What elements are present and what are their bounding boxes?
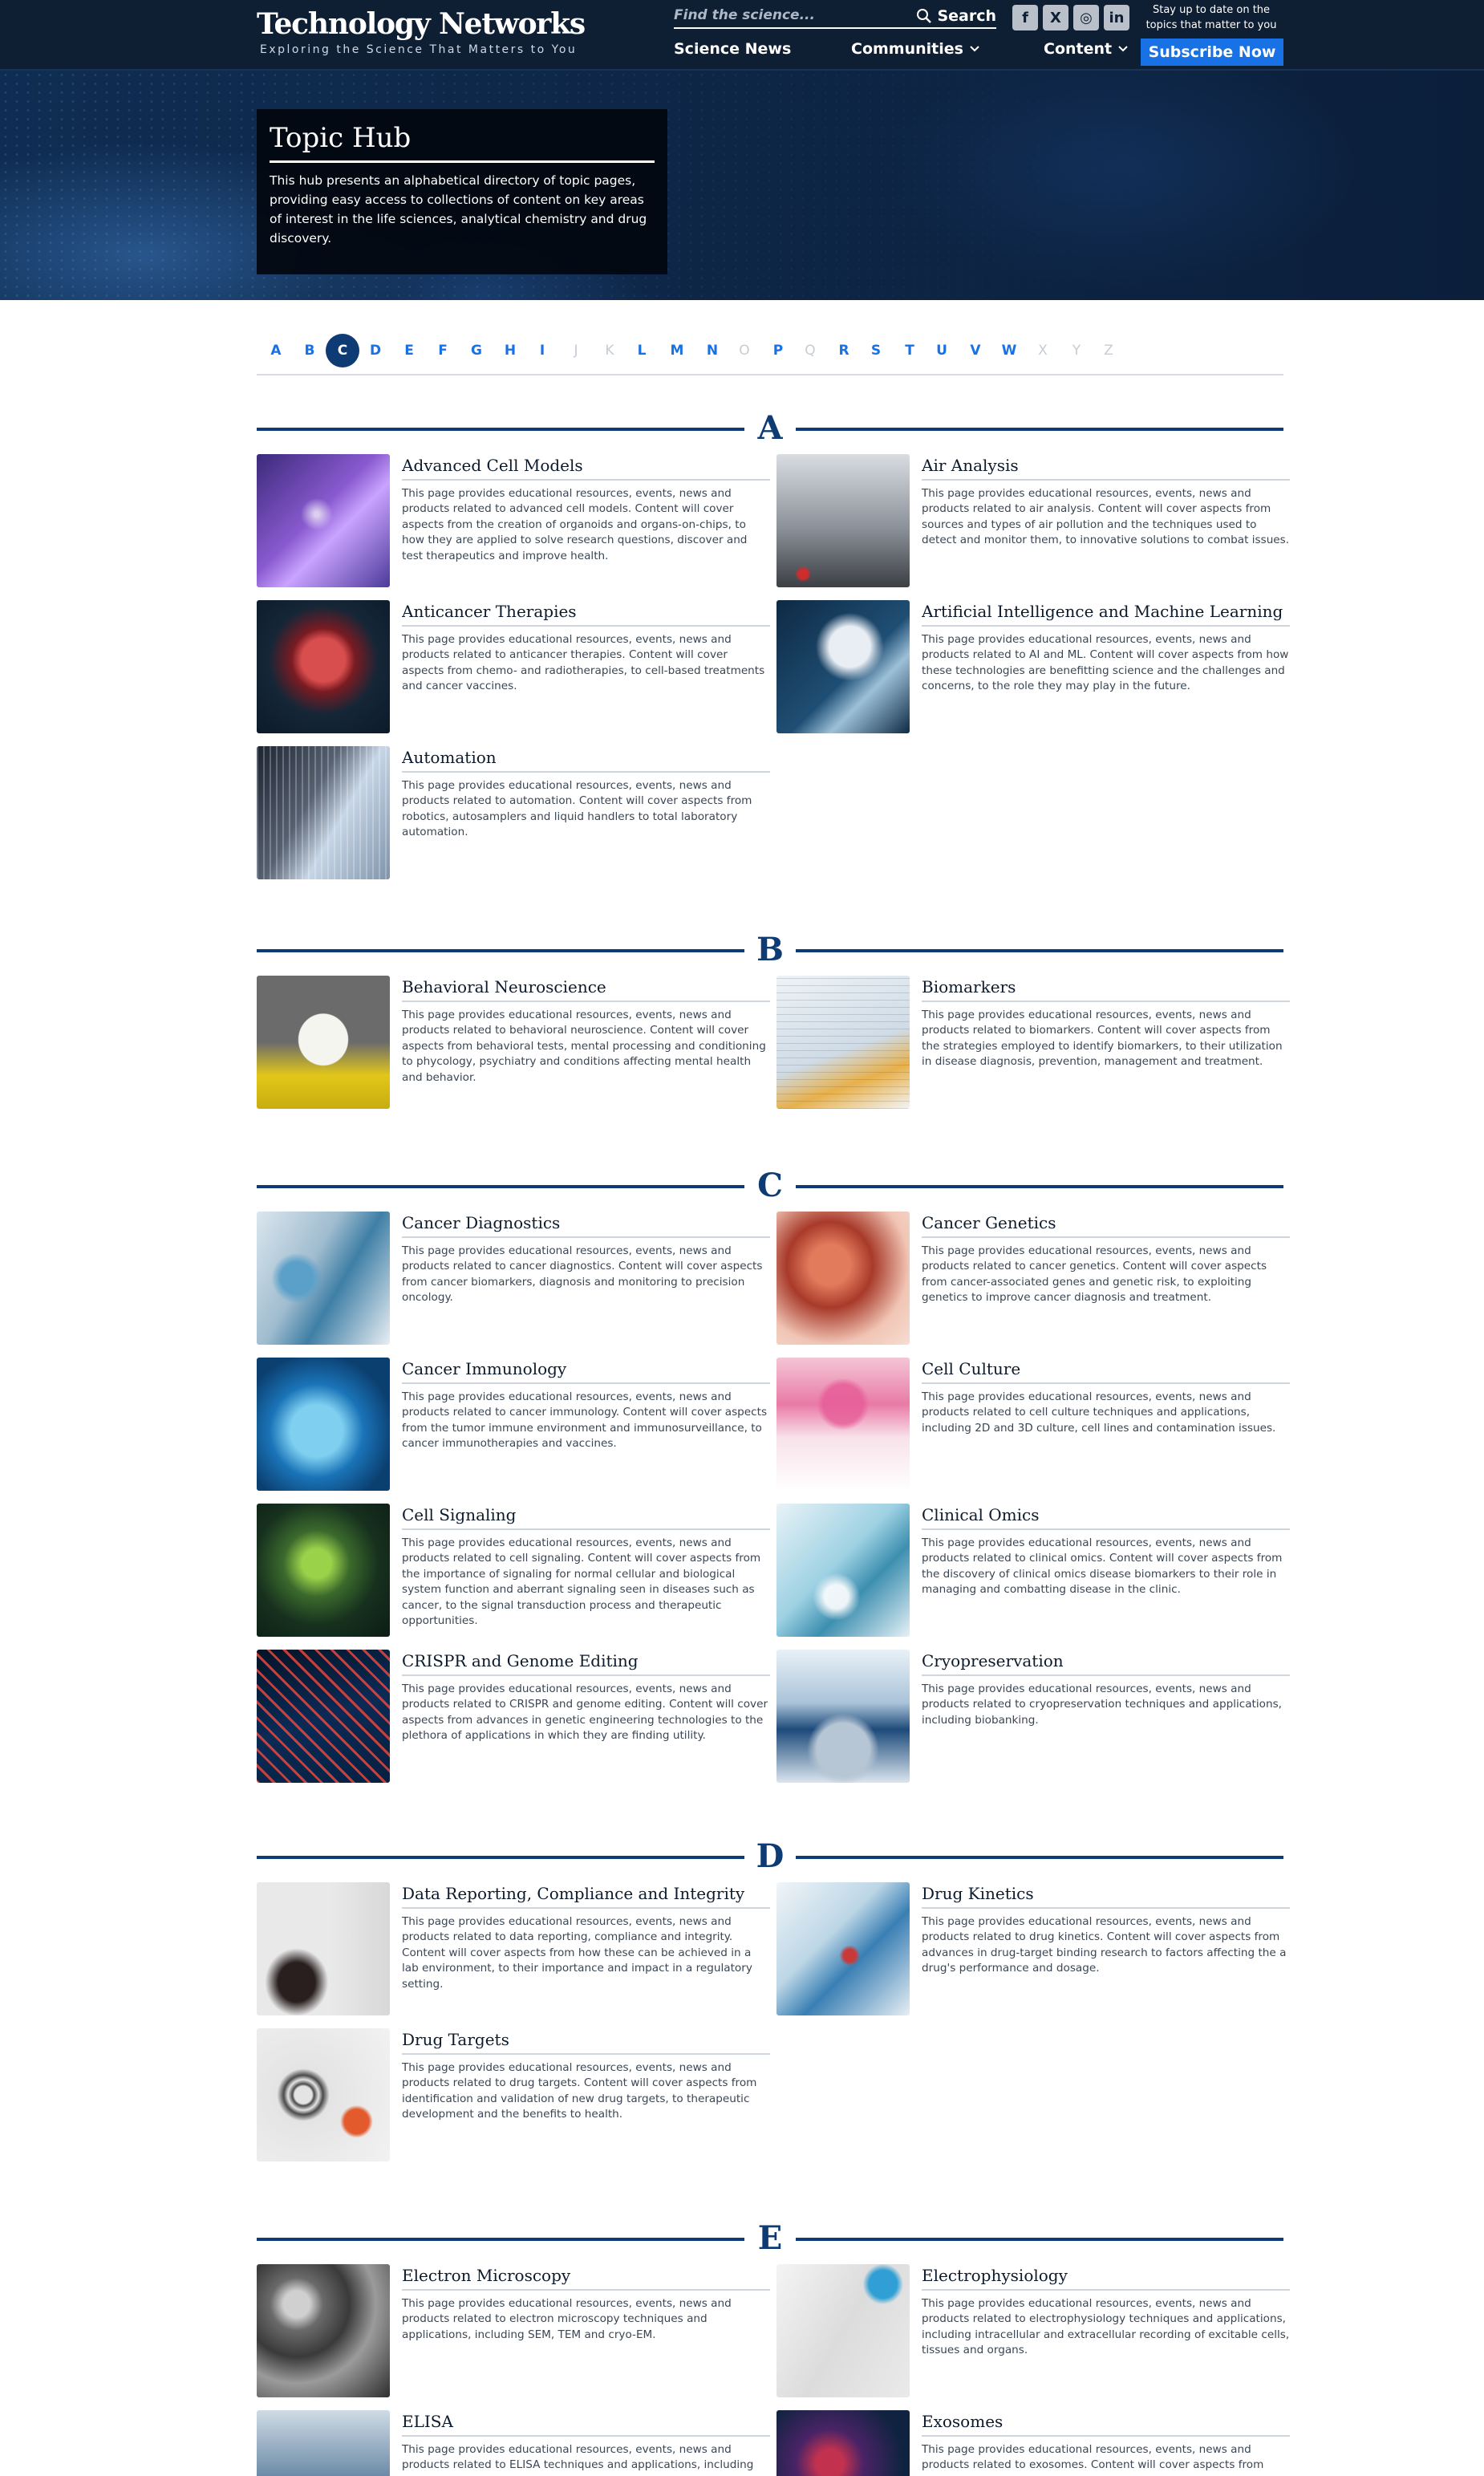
topic-title[interactable]: Cancer Diagnostics [402,1213,770,1238]
topic-card[interactable] [776,976,1290,1110]
alphabet-letter-x: X [1038,343,1048,359]
topic-card[interactable] [257,1882,770,2017]
search-button[interactable] [916,5,996,27]
alphabet-letter-u[interactable]: U [936,343,947,359]
alphabet-letter-w[interactable]: W [1001,343,1017,359]
section-letter: B [756,931,784,968]
section-divider [796,949,1283,952]
alphabet-letter-n[interactable]: N [706,343,719,359]
topic-card[interactable] [776,600,1290,735]
section-letter: A [757,409,783,447]
topic-card[interactable] [257,2264,770,2399]
topic-card[interactable] [776,2264,1290,2399]
alphabet-letter-c[interactable]: C [326,334,359,367]
topic-title[interactable]: Electrophysiology [922,2266,1290,2291]
nav-communities-label: Communities [851,40,963,58]
topic-description: This page provides educational resources, events, news and products related to CRISPR and genome editing. Content will cover aspects from advances in genetic engineering technologies to the plethora of applications in which they are finding utility. [402,1682,768,1743]
topic-description: This page provides educational resources, events, news and products related to cell signaling. Content will cover aspects from the importance of signaling for normal cellular and biological system function and aberrant signaling seen in diseases such as cancer, to the signal transduction process and therapeutic opportunities. [402,1536,761,1628]
alphabet-letter-t[interactable]: T [905,343,914,359]
topic-title[interactable]: Behavioral Neuroscience [402,977,770,1002]
topic-title[interactable]: ELISA [402,2412,770,2437]
nav-content-label: Content [1044,40,1113,58]
nav-science-news[interactable] [674,40,791,58]
nav-science-news-label: Science News [674,40,792,58]
chevron-down-icon [970,46,979,52]
topic-thumbnail[interactable] [776,1212,910,1345]
alphabet-letter-j: J [574,343,578,359]
topic-title[interactable]: Cancer Immunology [402,1359,770,1384]
section-header-d [257,1837,1283,1876]
social-links [1012,5,1129,30]
topic-title[interactable]: Anticancer Therapies [402,602,770,627]
page-title: Topic Hub [270,122,655,163]
alphabet-letter-r[interactable]: R [838,343,849,359]
topic-thumbnail[interactable] [257,1358,390,1491]
topic-title[interactable]: Drug Targets [402,2030,770,2055]
topic-thumbnail[interactable] [257,2264,390,2397]
search-label: Search [937,7,996,25]
topic-description: This page provides educational resources, events, news and products related to cell culture techniques and applications, including 2D and 3D culture, cell lines and contamination issues. [922,1390,1276,1435]
instagram-icon[interactable]: ◎ [1073,5,1099,30]
alphabet-letter-f[interactable]: F [438,343,448,359]
topic-card[interactable] [776,454,1290,589]
topic-description: This page provides educational resources, events, news and products related to electrophysiology techniques and applications, including intracellular and extracellular recording of excitable cells, tissues and organs. [922,2297,1290,2357]
search-bar [674,3,996,29]
section-letter: E [757,2219,783,2257]
hero-banner [0,71,1484,300]
site-header [0,0,1484,71]
topic-thumbnail[interactable] [776,1358,910,1491]
section-divider [796,428,1283,431]
topic-title[interactable]: Electron Microscopy [402,2266,770,2291]
section-header-b [257,931,1283,969]
page-description: This hub presents an alphabetical directory of topic pages, providing easy access to collections of content on key areas of interest in the life sciences, analytical chemistry and drug discovery. [270,173,647,246]
topic-thumbnail[interactable] [776,1504,910,1637]
section-header-e [257,2219,1283,2258]
subscribe-button[interactable]: Subscribe Now [1141,39,1283,66]
logo-title: Technology Networks [257,7,585,41]
topic-thumbnail[interactable] [257,600,390,733]
alphabet-letter-k: K [605,343,614,359]
topic-thumbnail[interactable] [776,454,910,587]
topic-card[interactable] [257,2028,770,2163]
topic-hub-intro [257,109,667,274]
topic-thumbnail[interactable] [776,1650,910,1783]
topic-title[interactable]: Cell Culture [922,1359,1290,1384]
topic-description: This page provides educational resources, events, news and products related to automation. Content will cover aspects from robotics, autosamplers and liquid handlers to total laboratory automation. [402,779,752,839]
topic-description: This page provides educational resources, events, news and products related to drug kinetics. Content will cover aspects from advances in drug-target binding research to factors affecting the a drug's performance and dosage. [922,1915,1287,1975]
topic-thumbnail[interactable] [776,976,910,1109]
topic-thumbnail[interactable] [257,2410,390,2476]
topic-title[interactable]: Artificial Intelligence and Machine Learning [922,602,1290,627]
alphabet-letter-l[interactable]: L [637,343,647,359]
topic-title[interactable]: Advanced Cell Models [402,456,770,481]
topic-title[interactable]: Cancer Genetics [922,1213,1290,1238]
linkedin-icon[interactable]: in [1104,5,1129,30]
topic-card[interactable] [776,1504,1290,1638]
x-icon[interactable]: X [1043,5,1068,30]
topic-card[interactable] [257,1650,770,1784]
topic-thumbnail[interactable] [257,976,390,1109]
topic-title[interactable]: Data Reporting, Compliance and Integrity [402,1884,770,1909]
topic-thumbnail[interactable] [257,746,390,879]
facebook-icon[interactable]: f [1012,5,1038,30]
topic-description: This page provides educational resources, events, news and products related to cancer diagnostics. Content will cover aspects from cancer biomarkers, diagnosis and monitoring to precision oncology. [402,1244,763,1305]
alphabet-letter-q: Q [805,343,816,359]
topic-thumbnail[interactable] [257,1212,390,1345]
alphabet-letter-h[interactable]: H [504,343,517,359]
alphabet-letter-s[interactable]: S [870,343,882,359]
section-divider [257,428,744,431]
section-divider [257,949,744,952]
search-icon [916,8,932,24]
topic-thumbnail[interactable] [257,2028,390,2161]
topic-title[interactable]: Cryopreservation [922,1651,1290,1676]
topic-card[interactable] [257,600,770,735]
site-logo[interactable] [257,6,585,56]
topic-title[interactable]: Air Analysis [922,456,1290,481]
topic-thumbnail[interactable] [776,2410,910,2476]
logo-tagline: Exploring the Science That Matters to You [260,43,578,56]
topic-description: This page provides educational resources, events, news and products related to ELISA techniques and applications, including [402,2443,754,2472]
topic-card[interactable] [257,1212,770,1346]
topic-card[interactable] [776,1358,1290,1492]
topic-description: This page provides educational resources, events, news and products related to data reporting, compliance and integrity. Content will cover aspects from how these can be achieved in a lab environment, to their importance and impact in a regulatory setting. [402,1915,752,1991]
section-header-a [257,409,1283,448]
section-divider [796,1185,1283,1188]
topic-description: This page provides educational resources, events, news and products related to anticancer therapies. Content will cover aspects from chemo- and radiotherapies, to cell-based treatments and cancer vaccines. [402,633,765,693]
alphabet-letter-y: Y [1072,343,1081,359]
section-divider [796,2238,1283,2241]
topic-card[interactable] [776,2410,1290,2476]
topic-title[interactable]: CRISPR and Genome Editing [402,1651,770,1676]
topic-thumbnail[interactable] [257,1650,390,1783]
alphabet-letter-v[interactable]: V [970,343,981,359]
section-header-c [257,1167,1283,1205]
alphabet-letter-d[interactable]: D [369,343,382,359]
topic-description: This page provides educational resources, events, news and products related to cryopreservation techniques and applications, including biobanking. [922,1682,1283,1727]
topic-description: This page provides educational resources, events, news and products related to exosomes. Content will cover aspects from [922,2443,1264,2472]
alphabet-letter-z: Z [1104,343,1113,359]
topic-title[interactable]: Drug Kinetics [922,1884,1290,1909]
alphabet-letter-a[interactable]: A [270,343,282,359]
topic-card[interactable] [257,454,770,589]
topic-card[interactable] [257,2410,770,2476]
chevron-down-icon [1118,46,1128,52]
alphabet-letter-g[interactable]: G [471,343,482,359]
alphabet-nav [257,331,1283,375]
topic-title[interactable]: Exosomes [922,2412,1290,2437]
topic-description: This page provides educational resources, events, news and products related to electron microscopy techniques and applications, including SEM, TEM and cryo-EM. [402,2297,732,2341]
alphabet-letter-b[interactable]: B [304,343,315,359]
alphabet-letter-m[interactable]: M [670,343,684,359]
hero-background [0,71,1484,300]
stay-updated-text: Stay up to date on the topics that matter to you [1145,4,1277,31]
topic-thumbnail[interactable] [257,1504,390,1637]
topic-thumbnail[interactable] [776,2264,910,2397]
alphabet-letter-e[interactable]: E [404,343,414,359]
topic-description: This page provides educational resources, events, news and products related to behavioral neuroscience. Content will cover aspects from behavioral tests, mental processing and conditioning to phycology, psychiatry and conditions affecting mental health and behavior. [402,1009,766,1084]
topic-description: This page provides educational resources, events, news and products related to biomarkers. Content will cover aspects from the strategies employed to identify biomarkers, to their utilization in disease diagnosis, prevention, management and treatment. [922,1009,1283,1069]
topic-card[interactable] [257,1358,770,1492]
section-divider [257,1185,744,1188]
topic-description: This page provides educational resources, events, news and products related to cancer immunology. Content will cover aspects from the tumor immune environment and immunosurveillance, to cancer immunotherapies and vaccines. [402,1390,768,1451]
topic-thumbnail[interactable] [257,1882,390,2015]
section-divider [257,1856,744,1859]
topic-card[interactable] [257,746,770,881]
topic-description: This page provides educational resources, events, news and products related to cancer genetics. Content will cover aspects from cancer-associated genes and genetic risk, to exploiting genetics to improve cancer diagnosis and treatment. [922,1244,1267,1305]
alphabet-letter-i[interactable]: I [539,343,545,359]
topic-description: This page provides educational resources, events, news and products related to drug targets. Content will cover aspects from identification and validation of new drug targets, to therapeutic development and the benefits to health. [402,2061,757,2121]
topic-title[interactable]: Biomarkers [922,977,1290,1002]
topic-card[interactable] [257,976,770,1110]
topic-description: This page provides educational resources, events, news and products related to clinical omics. Content will cover aspects from the discovery of clinical omics disease biomarkers to their role in managing and combatting disease in the clinic. [922,1536,1283,1597]
topic-thumbnail[interactable] [257,454,390,587]
topic-title[interactable]: Cell Signaling [402,1505,770,1530]
nav-content[interactable] [1044,40,1128,58]
topic-title[interactable]: Automation [402,748,770,773]
topic-card[interactable] [776,1650,1290,1784]
nav-communities[interactable] [851,40,979,58]
topic-description: This page provides educational resources, events, news and products related to advanced cell models. Content will cover aspects from the creation of organoids and organs-on-chips, to how they are applied to solve research questions, discover and test therapeutics and improve health. [402,487,748,562]
section-divider [796,1856,1283,1859]
alphabet-letter-p[interactable]: P [772,343,784,359]
topic-thumbnail[interactable] [776,1882,910,2015]
search-input[interactable] [674,5,914,26]
topic-description: This page provides educational resources, events, news and products related to air analysis. Content will cover aspects from sources and types of air pollution and the techniques used to detect and monitor them, to innovative solutions to combat issues. [922,487,1290,547]
topic-card[interactable] [776,1212,1290,1346]
topic-card[interactable] [257,1504,770,1638]
alphabet-letter-o: O [739,343,750,359]
section-letter: D [756,1837,785,1875]
topic-description: This page provides educational resources, events, news and products related to AI and ML. Content will cover aspects from how these technologies are benefitting science and the challenges and concerns, to the role they may play in the future. [922,633,1289,693]
section-letter: C [757,1167,783,1204]
section-divider [257,2238,744,2241]
topic-thumbnail[interactable] [776,600,910,733]
topic-title[interactable]: Clinical Omics [922,1505,1290,1530]
topic-card[interactable] [776,1882,1290,2017]
